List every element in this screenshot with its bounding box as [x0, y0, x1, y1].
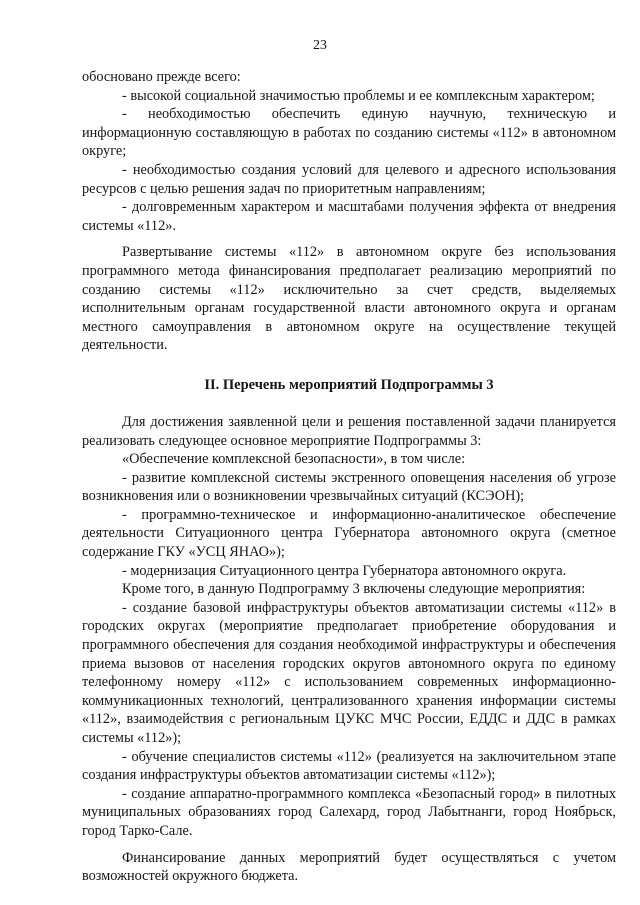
paragraph: Для достижения заявленной цели и решения поставленной задачи планируется реализовать следующее основное мероприятие Подпрограммы 3: [82, 413, 616, 449]
list-item: - создание базовой инфраструктуры объектов автоматизации системы «112» в городских округах (мероприятие предполагает приобретение оборудования и программного обеспечения для создания необходимой инфраструктуры и обеспечения приема вызовов от населения городских округов автономного округа по единому телефонному номеру «112» с использованием современных информационно-коммуникационных технологий, централизованного хранения информации системы «112», взаимодействия с региональным ЦУКС МЧС России, ЕДДС и ДДС в рамках системы «112»); [82, 599, 616, 746]
list-item: - создание аппаратно-программного комплекса «Безопасный город» в пилотных муниципальных образованиях город Салехард, город Лабытнанги, город Ноябрьск, город Тарко-Сале. [82, 785, 616, 839]
list-item: - необходимостью обеспечить единую научную, техническую и информационную составляющую в работах по созданию системы «112» в автономном округе; [82, 106, 616, 160]
paragraph: Финансирование данных мероприятий будет осуществляться с учетом возможностей окружного бюджета. [82, 849, 616, 885]
document-body [82, 68, 616, 886]
intro-line: обосновано прежде всего: [82, 69, 241, 85]
list-item: - необходимостью создания условий для целевого и адресного использования ресурсов с целью решения задач по приоритетным направлениям; [82, 161, 616, 197]
page-number: 23 [313, 38, 327, 53]
list-item: - долговременным характером и масштабами получения эффекта от внедрения системы «112». [82, 199, 616, 234]
list-item: - обучение специалистов системы «112» (реализуется на заключительном этапе создания инфраструктуры объектов автоматизации системы «112»); [82, 748, 616, 784]
paragraph: Развертывание системы «112» в автономном округе без использования программного метода финансирования предполагает реализацию мероприятий по созданию системы «112» исключительно за счет средств, выделяемых исполнительным органам государственной власти автономного округа и органам местного самоуправления в автономном округе на осуществление текущей деятельности. [82, 244, 616, 354]
paragraph: Кроме того, в данную Подпрограмму 3 включены следующие мероприятия: [122, 581, 586, 598]
list-item: - развитие комплексной системы экстренного оповещения населения об угрозе возникновения или о возникновении чрезвычайных ситуаций (КСЭОН); [82, 469, 616, 505]
list-item: - модернизация Ситуационного центра Губернатора автономного округа. [122, 562, 567, 579]
list-item: - высокой социальной значимостью проблемы и ее комплексным характером; [122, 87, 595, 104]
list-item: - программно-техническое и информационно-аналитическое обеспечение деятельности Ситуационного центра Губернатора автономного округа (сметное содержание ГКУ «УСЦ ЯНАО»); [82, 506, 616, 561]
main-event: «Обеспечение комплексной безопасности», в том числе: [122, 451, 466, 468]
section-heading: II. Перечень мероприятий Подпрограммы 3 [204, 376, 494, 393]
